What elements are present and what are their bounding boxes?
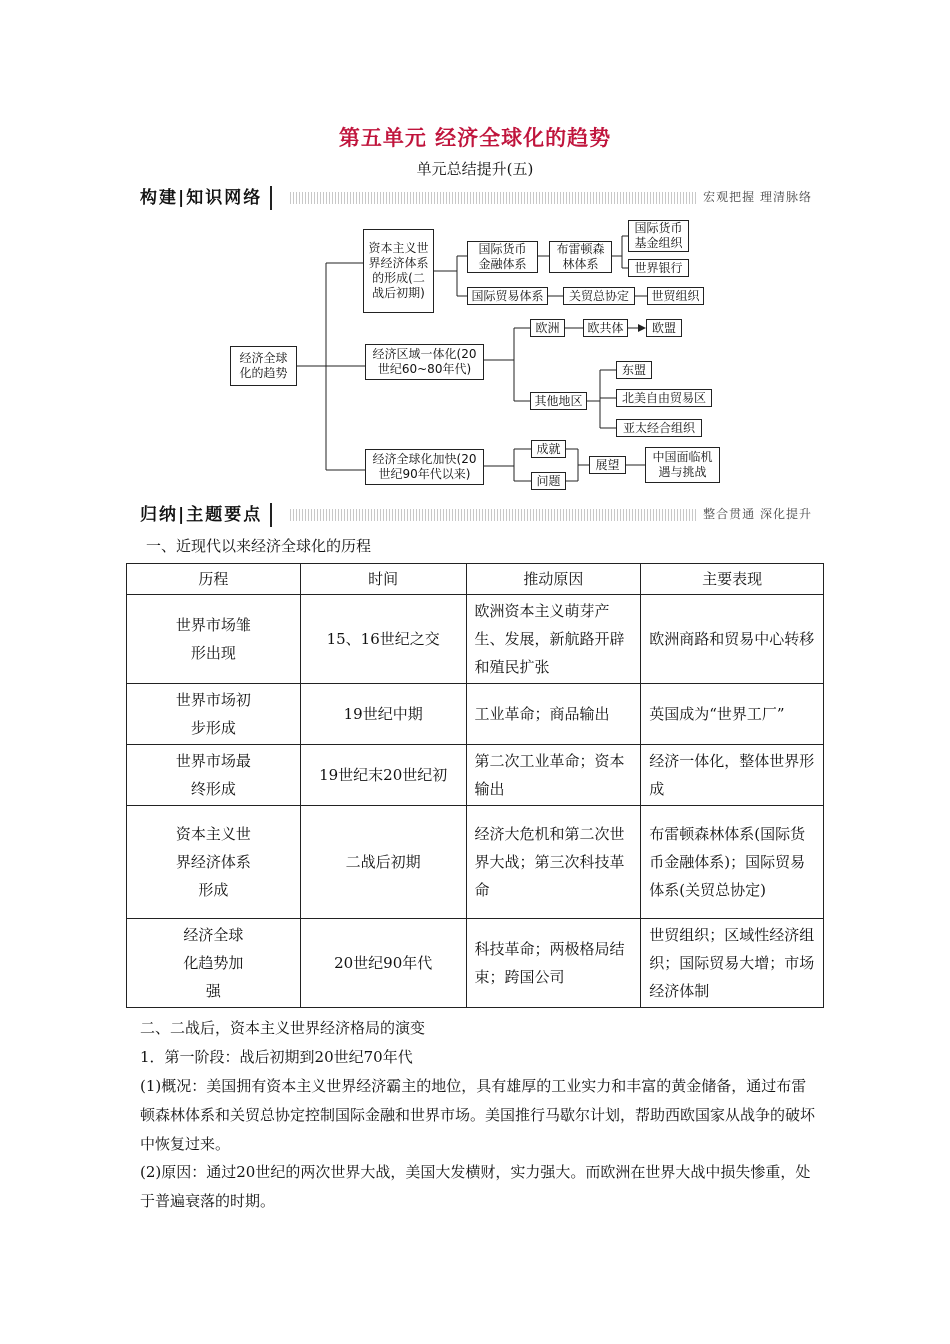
cell-stage: 世界市场最终形成 [127,745,301,806]
table-row [127,806,824,919]
banner-theme-points [140,503,812,527]
section2-paragraph-2: (2)原因：通过20世纪的两次世界大战，美国大发横财，实力强大。而欧洲在世界大战中损失惨重，处于普遍衰落的时期。 [140,1163,811,1210]
banner-right-text: 整合贯通 深化提升 [697,505,812,522]
column-header: 时间 [300,564,466,595]
history-table [126,563,824,1008]
node-b2: 经济区域一体化(20世纪60~80年代) [365,344,484,380]
banner-label: 构建|知识网络 [140,186,272,210]
cell-cause: 欧洲资本主义萌芽产生、发展，新航路开辟和殖民扩张 [466,595,641,684]
node-b1-gatt: 关贸总协定 [563,287,635,305]
node-b1-wto: 世贸组织 [647,287,704,305]
table-row [127,595,824,684]
cell-stage: 经济全球化趋势加强 [127,919,301,1008]
node-b3-china: 中国面临机遇与挑战 [645,447,720,483]
page-title: 第五单元 经济全球化的趋势 [338,125,612,150]
node-b1: 资本主义世界经济体系的形成(二战后初期) [363,229,434,313]
cell-show: 经济一体化，整体世界形成 [641,745,824,806]
cell-cause: 经济大危机和第二次世界大战；第三次科技革命 [466,806,641,919]
cell-time: 20世纪90年代 [300,919,466,1008]
cell-stage: 资本主义世界经济体系形成 [127,806,301,919]
page-subtitle: 单元总结提升(五) [416,160,534,178]
section1-heading: 一、近现代以来经济全球化的历程 [146,537,372,555]
section2-paragraph-1: (1)概况：美国拥有资本主义世界经济霸主的地位，具有雄厚的工业实力和丰富的黄金储备，通过布雷顿森林体系和关贸总协定控制国际金融和世界市场。美国推行马歇尔计划，帮助西欧国家从战争的破坏中恢复过来。 [140,1077,816,1153]
banner-label: 归纳|主题要点 [140,503,272,527]
node-b2-eu: 欧盟 [646,319,682,337]
node-b2-apec: 亚太经合组织 [616,419,702,437]
node-b1-worldbank: 世界银行 [628,259,689,277]
node-b3-problem: 问题 [531,472,566,490]
node-b2-nafta: 北美自由贸易区 [616,389,712,407]
cell-time: 15、16世纪之交 [300,595,466,684]
cell-cause: 科技革命；两极格局结束；跨国公司 [466,919,641,1008]
cell-time: 19世纪中期 [300,684,466,745]
node-b2-europe: 欧洲 [530,319,565,337]
table-row [127,919,824,1008]
table-header-row [127,564,824,595]
section2-heading: 二、二战后，资本主义世界经济格局的演变 [140,1019,426,1037]
table-row [127,745,824,806]
node-b1-imf-system: 国际货币金融体系 [467,241,538,273]
node-b3-achieve: 成就 [531,440,566,458]
node-b2-other: 其他地区 [530,392,587,410]
cell-cause: 第二次工业革命；资本输出 [466,745,641,806]
cell-show: 世贸组织；区域性经济组织；国际贸易大增；市场经济体制 [641,919,824,1008]
node-b1-imf: 国际货币基金组织 [628,220,689,252]
node-b2-ec: 欧共体 [583,319,628,337]
cell-show: 欧洲商路和贸易中心转移 [641,595,824,684]
node-b3-outlook: 展望 [589,456,626,474]
node-root: 经济全球化的趋势 [230,346,297,386]
column-header: 主要表现 [641,564,824,595]
table-row [127,684,824,745]
node-b1-bretton: 布雷顿森林体系 [549,241,612,273]
cell-time: 19世纪末20世纪初 [300,745,466,806]
banner-right-text: 宏观把握 理清脉络 [697,188,812,205]
cell-cause: 工业革命；商品输出 [466,684,641,745]
cell-stage: 世界市场初步形成 [127,684,301,745]
cell-show: 英国成为“世界工厂” [641,684,824,745]
node-b1-trade-system: 国际贸易体系 [467,287,548,305]
cell-show: 布雷顿森林体系(国际货币金融体系)；国际贸易体系(关贸总协定) [641,806,824,919]
cell-stage: 世界市场雏形出现 [127,595,301,684]
node-b3: 经济全球化加快(20世纪90年代以来) [365,449,484,485]
column-header: 历程 [127,564,301,595]
node-b2-asean: 东盟 [616,361,652,379]
column-header: 推动原因 [466,564,641,595]
section2-sub1: 1．第一阶段：战后初期到20世纪70年代 [140,1048,413,1066]
cell-time: 二战后初期 [300,806,466,919]
